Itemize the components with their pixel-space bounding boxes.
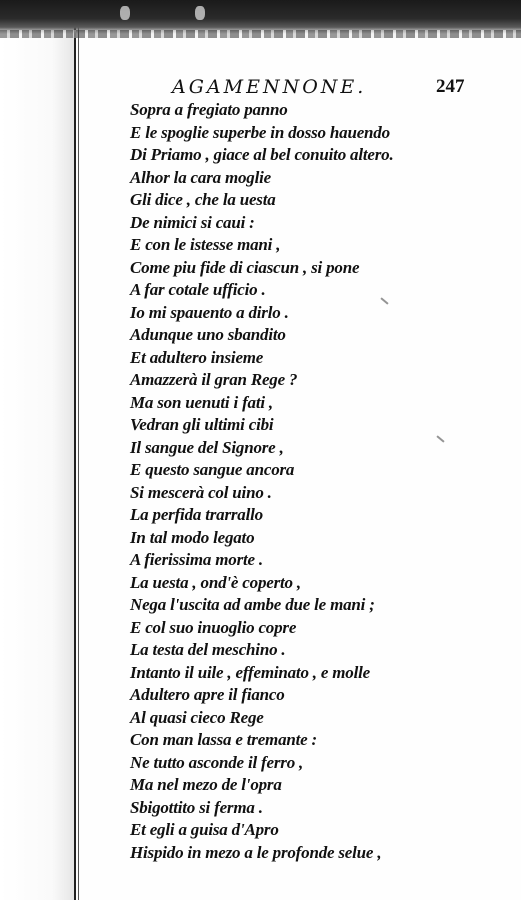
running-title: AGAMENNONE. — [172, 76, 367, 98]
binding-line-inner — [78, 26, 79, 900]
verse-line: Alhor la cara moglie — [130, 167, 271, 187]
verse-line: Adultero apre il fianco — [130, 685, 285, 704]
verse-line: La testa del meschino . — [130, 640, 286, 659]
verse-line: Io mi spauento a dirlo . — [130, 302, 289, 322]
verse-line: Ma nel mezo de l'opra — [130, 775, 282, 794]
verse-line: Di Priamo , giace al bel conuito altero. — [130, 145, 394, 164]
scan-speck — [120, 6, 130, 20]
verse-line: Adunque uno sbandito — [130, 325, 286, 344]
verse-line: Et egli a guisa d'Apro — [130, 820, 279, 839]
gutter-shadow — [0, 26, 74, 900]
verse-line: La perfida trarrallo — [130, 505, 263, 524]
verse-line: Sopra a fregiato panno — [130, 100, 288, 119]
verse-line: Et adultero insieme — [130, 347, 264, 367]
verse-line: Come piu fide di ciascun , si pone — [130, 257, 360, 277]
verse-line: La uesta , ond'è coperto , — [130, 572, 301, 592]
verse-line: A far cotale ufficio . — [130, 280, 266, 299]
verse-line: Ma son uenuti i fati , — [130, 392, 273, 412]
verse-line: Nega l'uscita ad ambe due le mani ; — [130, 595, 375, 614]
verse-line: Sbigottito si ferma . — [130, 797, 263, 817]
verse-line: Il sangue del Signore , — [130, 437, 284, 457]
verse-text — [130, 99, 510, 864]
verse-line: Hispido in mezo a le profonde selue , — [130, 842, 382, 862]
binding-line — [74, 26, 76, 900]
verse-line: Intanto il uile , effeminato , e molle — [130, 662, 371, 682]
scan-speck — [195, 6, 205, 20]
verse-line: A fierissima morte . — [130, 550, 263, 569]
verse-line: E con le istesse mani , — [130, 235, 281, 254]
verse-line: Al quasi cieco Rege — [130, 707, 264, 727]
verse-line: Con man lassa e tremante : — [130, 730, 318, 749]
verse-line: De nimici si caui : — [130, 212, 255, 232]
verse-line: E le spoglie superbe in dosso hauendo — [130, 122, 390, 142]
scan-top-edge — [0, 0, 521, 34]
page-number: 247 — [436, 76, 465, 97]
verse-line: Ne tutto asconde il ferro , — [130, 752, 304, 772]
verse-line: E questo sangue ancora — [130, 460, 295, 479]
verse-line: In tal modo legato — [130, 527, 255, 547]
verse-line: Gli dice , che la uesta — [130, 190, 276, 209]
verse-line: Amazzerà il gran Rege ? — [130, 370, 298, 389]
verse-line: E col suo inuoglio copre — [130, 617, 297, 637]
verse-line: Vedran gli ultimi cibi — [130, 415, 274, 434]
verse-line: Si mescerà col uino . — [130, 482, 272, 502]
